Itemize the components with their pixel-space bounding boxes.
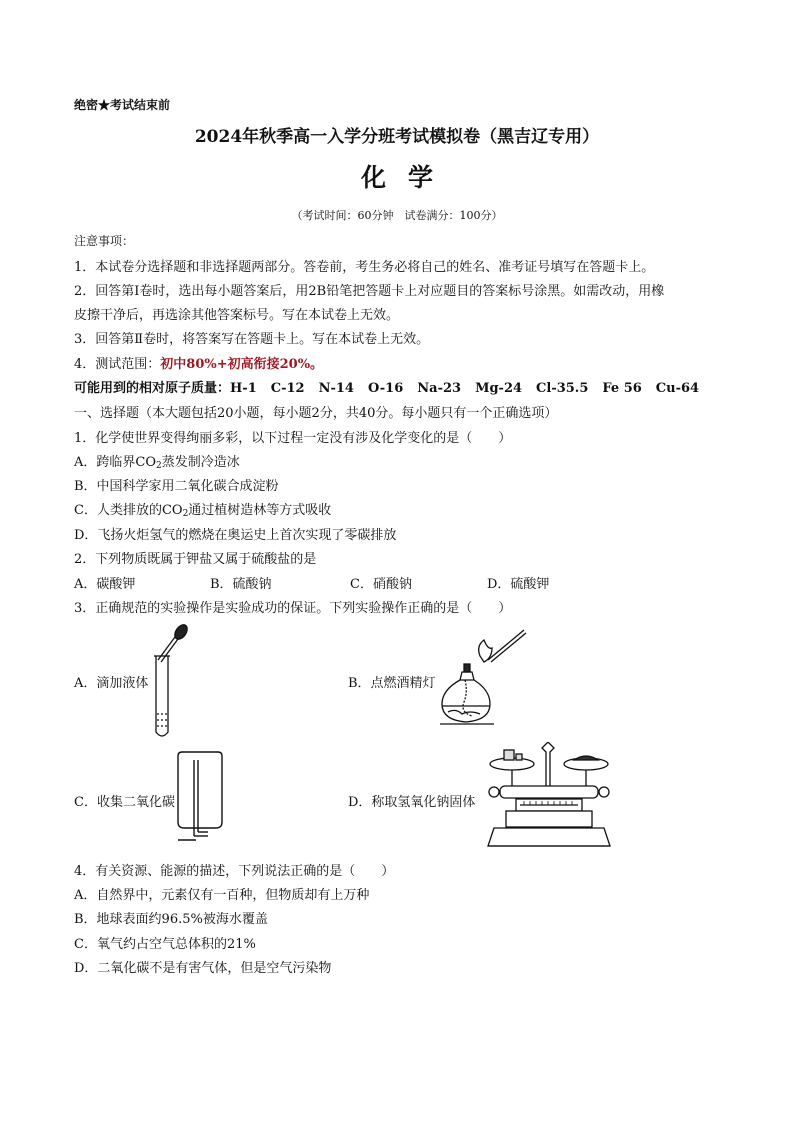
- q2-stem: 2．下列物质既属于钾盐又属于硫酸盐的是: [74, 552, 317, 567]
- note-2-line-2: 皮擦干净后，再选涂其他答案标号。写在本试卷上无效。: [74, 308, 400, 323]
- q4-option-b: B．地球表面约96.5%被海水覆盖: [74, 912, 268, 927]
- q1-a-pre: A．跨临界CO: [74, 455, 156, 470]
- q4-stem: 4．有关资源、能源的描述，下列说法正确的是（ ）: [74, 864, 395, 879]
- q1-c-post: 通过植树造林等方式吸收: [188, 503, 332, 518]
- mass-h: H-1: [230, 381, 257, 396]
- q4-option-d: D．二氧化碳不是有害气体，但是空气污染物: [74, 961, 332, 976]
- q3-option-b: B．点燃酒精灯: [348, 676, 436, 691]
- alcohol-lamp-figure: [436, 628, 532, 732]
- section-1-heading: 一、选择题（本大题包括20小题，每小题2分，共40分。每小题只有一个正确选项）: [74, 406, 558, 421]
- exam-info: （考试时间：60分钟 试卷满分：100分）: [291, 209, 503, 222]
- q2-option-d: D．硫酸钾: [487, 577, 550, 592]
- top-secret-label: 绝密★考试结束前: [74, 98, 171, 112]
- mass-na: Na-23: [417, 381, 462, 396]
- q3-option-d: D．称取氢氧化钠固体: [348, 795, 476, 810]
- q3-stem: 3．正确规范的实验操作是实验成功的保证。下列实验操作正确的是（ ）: [74, 601, 512, 616]
- q1-c-sub: 2: [182, 509, 189, 519]
- q1-option-c: [74, 499, 331, 519]
- note-4-prefix: 4．测试范围：: [74, 357, 161, 372]
- subject-title: 化学: [360, 163, 455, 192]
- q1-a-post: 蒸发制冷造冰: [161, 455, 240, 470]
- dropper-test-tube-figure: [148, 622, 192, 740]
- mass-mg: Mg-24: [475, 381, 523, 396]
- q1-option-a: [74, 451, 240, 471]
- mass-cu: Cu-64: [655, 381, 700, 396]
- mass-c: C-12: [270, 381, 305, 396]
- note-1: 1．本试卷分选择题和非选择题两部分。答卷前，考生务必将自己的姓名、准考证号填写在答题卡上。: [74, 260, 655, 275]
- mass-fe: Fe 56: [602, 381, 642, 396]
- atomic-masses: [74, 377, 713, 396]
- note-2-line-1: 2．回答第Ⅰ卷时，选出每小题答案后，用2B铅笔把答题卡上对应题目的答案标号涂黑。如需改动，用橡: [74, 284, 665, 299]
- q2-option-b: B．硫酸钠: [210, 577, 272, 592]
- mass-n: N-14: [318, 381, 354, 396]
- notes-heading: 注意事项：: [74, 234, 135, 248]
- note-4: [74, 353, 323, 372]
- note-4-range: 初中80%+初高衔接20%。: [160, 357, 324, 372]
- q1-stem: 1．化学使世界变得绚丽多彩，以下过程一定没有涉及化学变化的是（ ）: [74, 431, 512, 446]
- q1-option-d: D．飞扬火炬氢气的燃烧在奥运史上首次实现了零碳排放: [74, 528, 397, 543]
- q1-option-b: B．中国科学家用二氧化碳合成淀粉: [74, 479, 279, 494]
- balance-scale-figure: [486, 742, 614, 852]
- gas-collection-figure: [176, 750, 226, 848]
- q3-option-a: A．滴加液体: [74, 676, 149, 691]
- note-3: 3．回答第Ⅱ卷时，将答案写在答题卡上。写在本试卷上无效。: [74, 332, 430, 347]
- q1-a-sub: 2: [156, 461, 162, 471]
- q4-option-a: A．自然界中，元素仅有一百种，但物质却有上万种: [74, 888, 370, 903]
- q2-option-a: A．碳酸钾: [74, 577, 136, 592]
- q4-option-c: C．氧气约占空气总体积的21%: [74, 937, 256, 952]
- q2-option-c: C．硝酸钠: [350, 577, 412, 592]
- q3-option-c: C．收集二氧化碳: [74, 795, 175, 810]
- atomic-masses-label: 可能用到的相对原子质量：: [74, 381, 231, 396]
- page-title: 2024年秋季高一入学分班考试模拟卷（黑吉辽专用）: [194, 127, 600, 147]
- mass-cl: Cl-35.5: [536, 381, 589, 396]
- q1-c-pre: C．人类排放的CO: [74, 503, 183, 518]
- mass-o: O-16: [367, 381, 404, 396]
